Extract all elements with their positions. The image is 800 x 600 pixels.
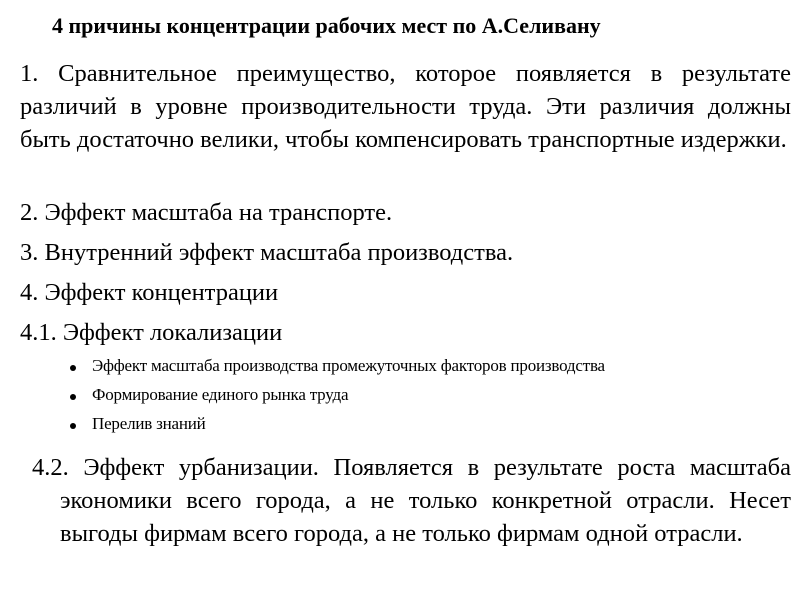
bullet-text: Перелив знаний <box>92 414 206 433</box>
list-item <box>70 356 790 385</box>
reason-1-comparative-advantage: 1. Сравнительное преимущество, которое появляется в результате различий в уровне производительности труда. Эти различия должны быть достаточно велики, чтобы компенсировать транспортные издержки. <box>20 60 791 153</box>
reason-3-internal-scale: 3. Внутренний эффект масштаба производства. <box>20 239 514 266</box>
list-item <box>70 414 790 443</box>
list-item <box>70 385 790 414</box>
reason-4-1-localization: 4.1. Эффект локализации <box>20 319 283 346</box>
bullet-text: Эффект масштаба производства промежуточных факторов производства <box>92 356 605 375</box>
bullet-icon <box>70 423 76 429</box>
reason-4-concentration: 4. Эффект концентрации <box>20 279 279 306</box>
bullet-text: Формирование единого рынка труда <box>92 385 349 404</box>
slide-title: 4 причины концентрации рабочих мест по А.Селивану <box>52 13 601 38</box>
bullet-icon <box>70 394 76 400</box>
reason-4-2-urbanization: 4.2. Эффект урбанизации. Появляется в результате роста масштаба экономики всего города, а не только конкретной отрасли. Несет выгоды фирмам всего города, а не только фирмам одной отрасли. <box>32 454 791 547</box>
reason-2-transport-scale: 2. Эффект масштаба на транспорте. <box>20 199 393 226</box>
bullet-icon <box>70 365 76 371</box>
localization-bullet-list <box>70 356 790 443</box>
